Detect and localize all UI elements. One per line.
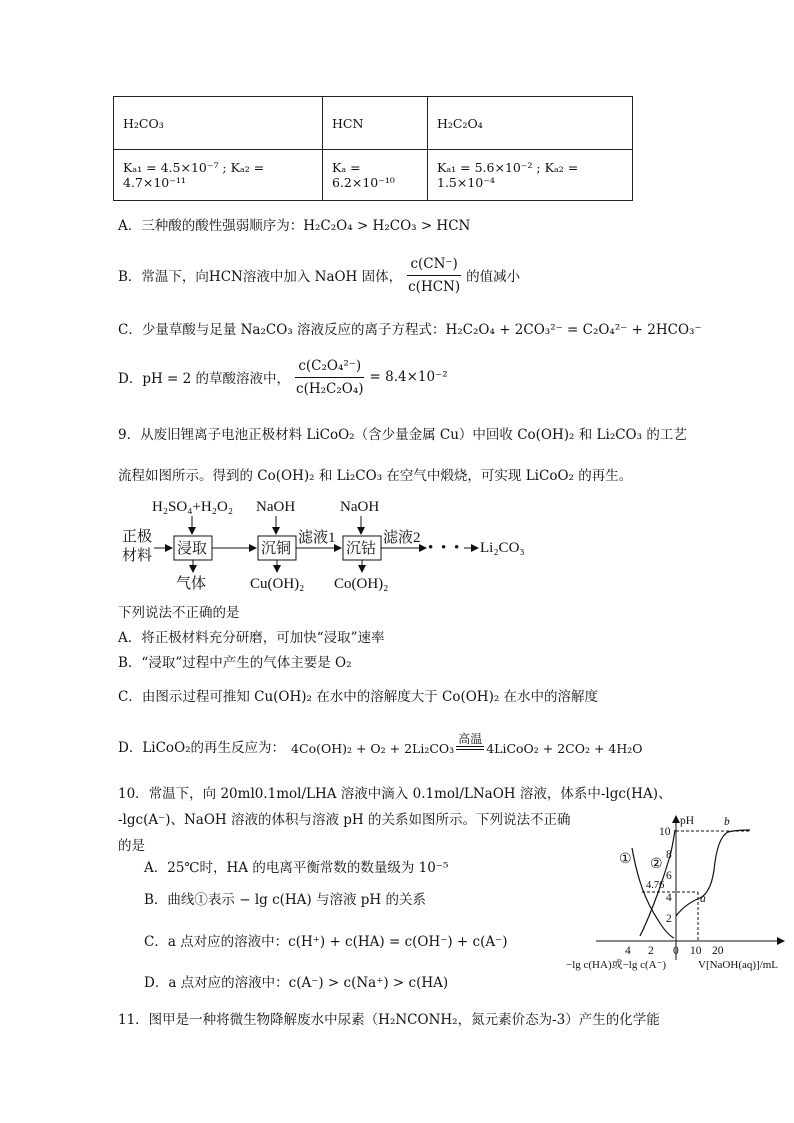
q9-option-d-products: 4LiCoO₂ + 2CO₂ + 4H₂O <box>486 741 643 756</box>
y-tick-4: 4 <box>666 892 672 904</box>
mark-4-76: 4.76 <box>646 880 665 891</box>
fraction-numerator: c(CN⁻) <box>407 255 460 276</box>
x-tick-20: 20 <box>712 945 724 957</box>
curve-2-label: ② <box>650 857 663 872</box>
table-cell-h2c2o4-k: Kₐ₁ = 5.6×10⁻² ; Kₐ₂ = 1.5×10⁻⁴ <box>428 150 633 201</box>
q10-stem-line2: -lgc(A⁻)、NaOH 溶液的体积与溶液 pH 的关系如图所示。下列说法不正确 <box>118 812 571 828</box>
q10-option-b: B．曲线①表示 − lg c(HA) 与溶液 pH 的关系 <box>144 892 426 908</box>
q9-option-d-text: D．LiCoO₂的再生反应为： <box>118 740 286 756</box>
flow-box-leach-label: 浸取 <box>177 541 208 557</box>
q9-question: 下列说法不正确的是 <box>118 605 240 621</box>
q10-stem-line3: 的是 <box>118 838 145 854</box>
q9-option-a: A．将正极材料充分研磨，可加快“浸取”速率 <box>118 630 385 646</box>
flow-box-cobalt-label: 沉钴 <box>346 541 377 557</box>
y-tick-8: 8 <box>666 849 672 861</box>
fraction-numerator: c(C₂O₄²⁻) <box>295 357 364 378</box>
flow-input-line2: 材料 <box>122 548 153 564</box>
flow-output-gas: 气体 <box>176 576 207 592</box>
q8-option-a: A．三种酸的酸性强弱顺序为：H₂C₂O₄ > H₂CO₃ > HCN <box>118 218 471 234</box>
x-axis-label-left: −lg c(HA)或−lg c(A⁻) <box>566 959 667 971</box>
equals-sign <box>456 746 484 750</box>
y-tick-2: 2 <box>666 913 672 925</box>
q10-option-c: C．a 点对应的溶液中：c(H⁺) + c(HA) = c(OH⁻) + c(A⁻) <box>144 934 508 950</box>
x-axis-label-right: V[NaOH(aq)]/mL <box>698 959 779 971</box>
flow-reagent-3: NaOH <box>340 499 380 515</box>
q9-option-d <box>118 722 643 756</box>
q9-option-d-condition <box>456 732 484 756</box>
x-tick-4: 4 <box>625 945 631 957</box>
q8-option-d-tail: = 8.4×10⁻² <box>369 369 448 385</box>
point-b-label: b <box>724 816 730 828</box>
flow-filtrate-2: 滤液2 <box>383 530 421 546</box>
q8-option-b-text: B．常温下，向HCN溶液中加入 NaOH 固体， <box>118 269 403 285</box>
x-tick-2: 2 <box>648 945 654 957</box>
process-flow-diagram <box>118 492 538 600</box>
q8-option-c: C．少量草酸与足量 Na₂CO₃ 溶液反应的离子方程式：H₂C₂O₄ + 2CO₃²⁻ = C₂O₄²⁻ + 2HCO₃⁻ <box>118 322 702 338</box>
table-cell-h2co3-k: Kₐ₁ = 4.5×10⁻⁷ ; Kₐ₂ = 4.7×10⁻¹¹ <box>114 150 323 201</box>
table-header-hcn: HCN <box>323 97 428 150</box>
flow-input-line1: 正极 <box>122 529 153 545</box>
titration-curve <box>676 830 750 916</box>
fraction-denominator: c(H₂C₂O₄) <box>296 380 364 397</box>
q9-option-d-reactants: 4Co(OH)₂ + O₂ + 2Li₂CO₃ <box>291 741 455 756</box>
flow-box-copper-label: 沉铜 <box>261 541 292 557</box>
flow-reagent-1: H₂SO₄+H₂O₂ <box>152 499 234 515</box>
q10-option-a: A．25℃时，HA 的电离平衡常数的数量级为 10⁻⁵ <box>144 860 449 876</box>
q8-option-d-text: D．pH = 2 的草酸溶液中， <box>118 371 291 387</box>
q9-option-b: B．“浸取”过程中产生的气体主要是 O₂ <box>118 655 352 671</box>
flow-output-cooh2: Co(OH)₂ <box>334 576 389 592</box>
curve-1-label: ① <box>619 852 632 867</box>
flow-output-cuoh2: Cu(OH)₂ <box>250 576 305 592</box>
fraction-denominator: c(HCN) <box>408 278 461 295</box>
flow-filtrate-1: 滤液1 <box>298 530 336 546</box>
q10-stem-line1: 10．常温下，向 20ml0.1mol/LHA 溶液中滴入 0.1mol/LNaOH 溶液，体系中-lgc(HA)、 <box>118 786 672 802</box>
y-tick-6: 6 <box>666 870 672 882</box>
ph-graph <box>562 810 792 972</box>
q8-option-d-fraction <box>293 357 367 398</box>
flow-product: Li₂CO₃ <box>480 540 525 556</box>
point-a-label: a <box>700 893 706 905</box>
q11-stem: 11．图甲是一种将微生物降解废水中尿素（H₂NCONH₂，氮元素价态为-3）产生的化学能 <box>118 1012 660 1028</box>
q8-option-b-tail: 的值减小 <box>466 269 521 285</box>
y-tick-10: 10 <box>659 826 671 838</box>
constants-table <box>113 96 633 201</box>
q9-stem-line1: 9．从废旧锂离子电池正极材料 LiCoO₂（含少量金属 Cu）中回收 Co(OH)₂ 和 Li₂CO₃ 的工艺 <box>118 427 687 443</box>
table-cell-hcn-k: Kₐ = 6.2×10⁻¹⁰ <box>323 150 428 201</box>
q8-option-b-fraction <box>405 255 463 296</box>
flow-reagent-2: NaOH <box>256 499 296 515</box>
table-header-h2co3: H₂CO₃ <box>114 97 323 150</box>
x-tick-10: 10 <box>690 945 702 957</box>
q10-option-d: D．a 点对应的溶液中：c(A⁻) > c(Na⁺) > c(HA) <box>144 975 449 991</box>
q8-option-b <box>118 252 520 298</box>
q9-stem-line2: 流程如图所示。得到的 Co(OH)₂ 和 Li₂CO₃ 在空气中煅烧，可实现 LiCoO₂ 的再生。 <box>118 468 633 484</box>
table-header-h2c2o4: H₂C₂O₄ <box>428 97 633 150</box>
x-tick-0: 0 <box>673 945 679 957</box>
condition-label: 高温 <box>458 732 483 746</box>
q8-option-d <box>118 354 448 400</box>
q9-option-c: C．由图示过程可推知 Cu(OH)₂ 在水中的溶解度大于 Co(OH)₂ 在水中的溶解度 <box>118 689 599 705</box>
y-axis-label: pH <box>680 815 695 827</box>
flow-dots: • • • <box>428 540 462 556</box>
